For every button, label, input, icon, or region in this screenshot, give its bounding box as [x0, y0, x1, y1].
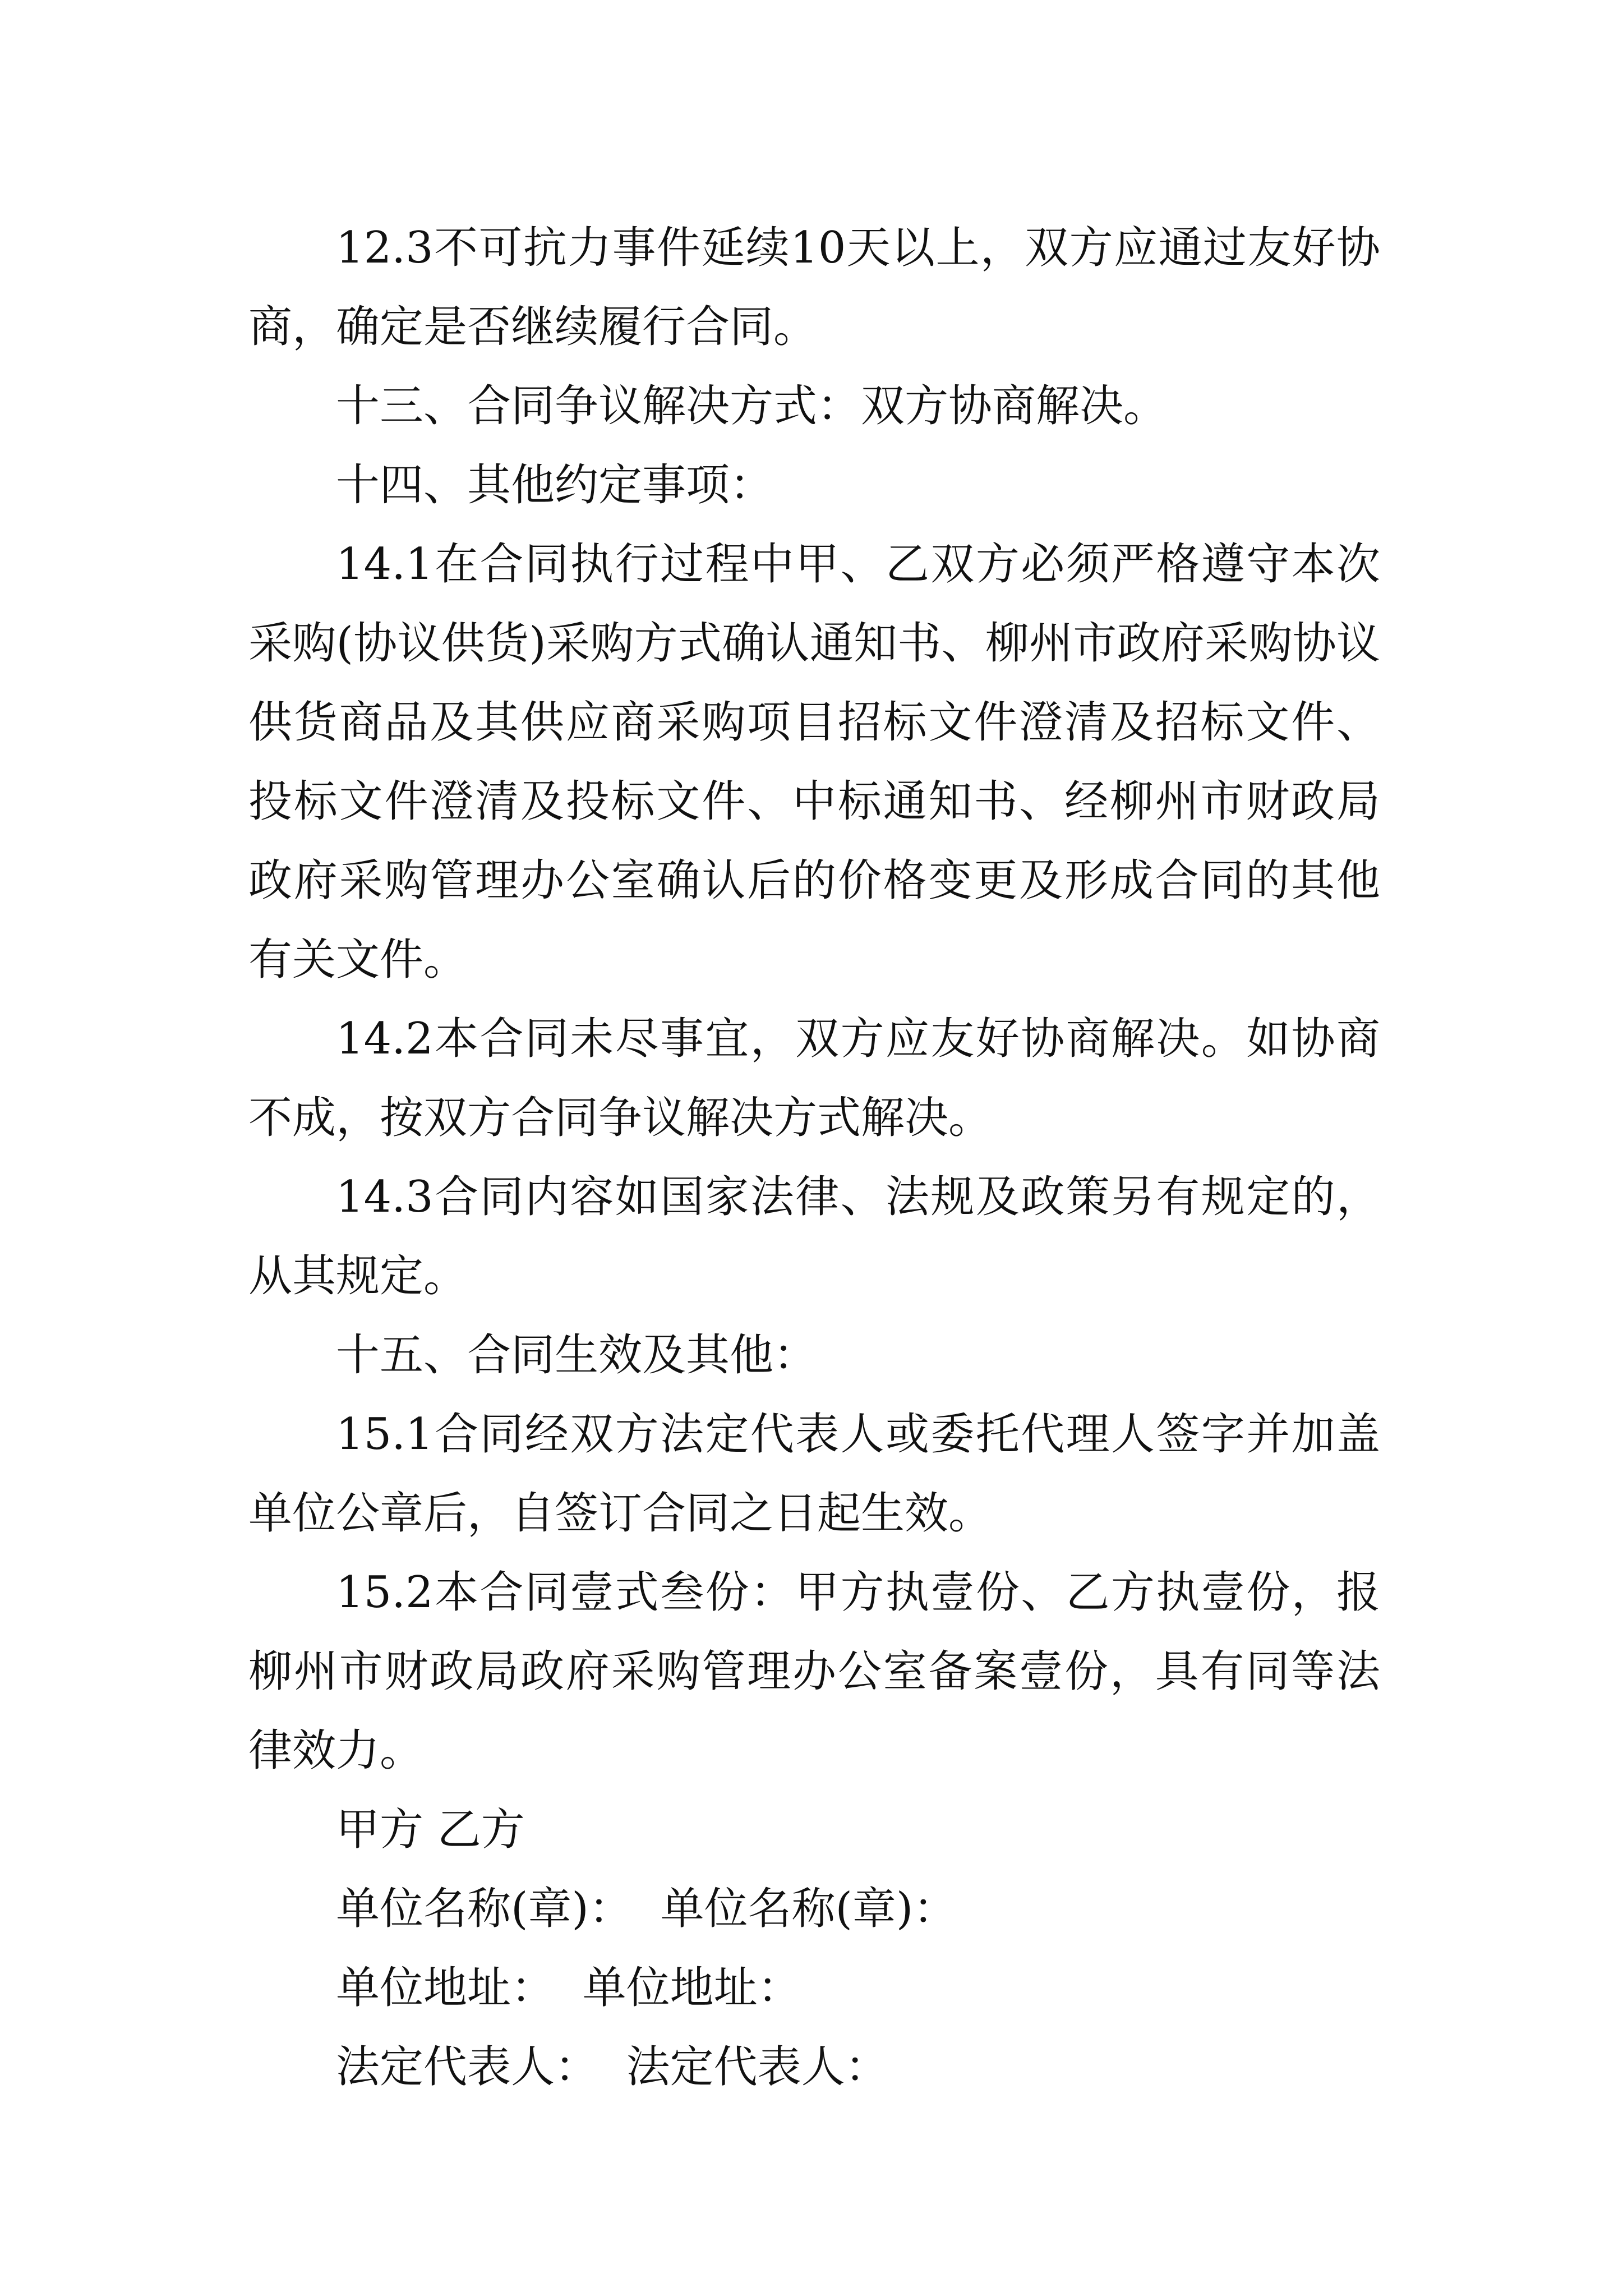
- signature-parties: 甲方 乙方: [336, 1805, 525, 1855]
- section-15-heading: 十五、合同生效及其他：: [336, 1330, 818, 1381]
- clause-15-1: 15.1合同经双方法定代表人或委托代理人签字并加盖单位公章后，自签订合同之日起生效。: [248, 1409, 1380, 1539]
- document-body: [248, 209, 1380, 2107]
- section-13-heading: 十三、合同争议解决方式：双方协商解决。: [336, 381, 1168, 431]
- clause-14-1: 14.1在合同执行过程中甲、乙双方必须严格遵守本次采购(协议供货)采购方式确认通知书、柳州市政府采购协议供货商品及其供应商采购项目招标文件澄清及招标文件、投标文件澄清及投标文件、中标通知书、经柳州市财政局政府采购管理办公室确认后的价格变更及形成合同的其他有关文件。: [248, 539, 1380, 985]
- section-14-heading: 十四、其他约定事项：: [336, 460, 774, 510]
- clause-12-3: 12.3不可抗力事件延续10天以上，双方应通过友好协商，确定是否继续履行合同。: [248, 223, 1380, 352]
- signature-unit-address: 单位地址： 单位地址：: [336, 1963, 801, 2013]
- clause-15-2: 15.2本合同壹式叁份：甲方执壹份、乙方执壹份，报柳州市财政局政府采购管理办公室备案壹份，具有同等法律效力。: [248, 1567, 1380, 1776]
- clause-14-3: 14.3合同内容如国家法律、法规及政策另有规定的，从其规定。: [248, 1172, 1380, 1301]
- signature-unit-name: 单位名称(章)： 单位名称(章)：: [336, 1884, 957, 1934]
- clause-14-2: 14.2本合同未尽事宜，双方应友好协商解决。如协商不成，按双方合同争议解决方式解决。: [248, 1014, 1380, 1143]
- signature-legal-rep: 法定代表人： 法定代表人：: [336, 2042, 889, 2092]
